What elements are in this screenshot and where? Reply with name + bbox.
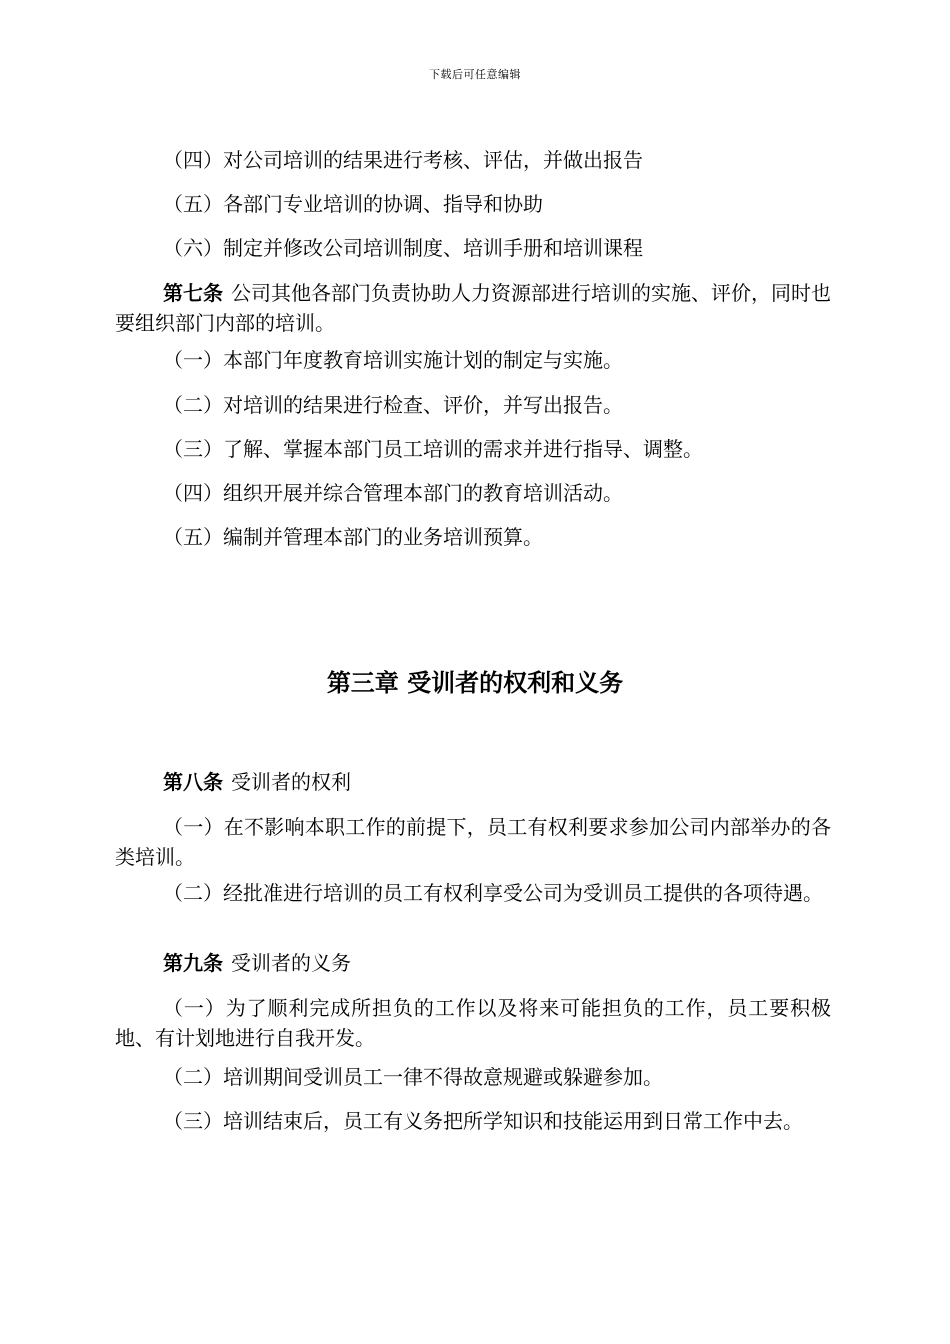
- article-7-text: 公司其他各部门负责协助人力资源部进行培训的实施、评价，同时也要组织部门内部的培训。: [115, 281, 831, 335]
- page-header-note: 下载后可任意编辑: [429, 68, 521, 81]
- chapter-title: 第三章 受训者的权利和义务: [326, 669, 624, 697]
- article-9-item-1: （一）为了顺利完成所担负的工作以及将来可能担负的工作，员工要积极地、有计划地进行自我开发。: [115, 996, 831, 1050]
- article-7-paragraph: [115, 278, 831, 338]
- article-7-item-4: （四）组织开展并综合管理本部门的教育培训活动。: [163, 481, 623, 505]
- article-8-paragraph: [115, 767, 831, 797]
- article-7-item-5: （五）编制并管理本部门的业务培训预算。: [163, 525, 543, 549]
- article-7-number: 第七条: [163, 281, 223, 305]
- article-9-item-3: （三）培训结束后，员工有义务把所学知识和技能运用到日常工作中去。: [163, 1109, 803, 1133]
- article-9-item-2: （二）培训期间受训员工一律不得故意规避或躲避参加。: [163, 1065, 663, 1089]
- article-9-paragraph: [115, 948, 831, 978]
- article-7-item-1: （一）本部门年度教育培训实施计划的制定与实施。: [163, 348, 623, 372]
- list-item-responsibility-5: （五）各部门专业培训的协调、指导和协助: [163, 192, 543, 216]
- article-8-item-1: （一）在不影响本职工作的前提下，员工有权利要求参加公司内部举办的各类培训。: [115, 815, 831, 869]
- article-8-number: 第八条: [163, 770, 223, 794]
- article-9-text: 受训者的义务: [231, 951, 351, 975]
- list-item-responsibility-6: （六）制定并修改公司培训制度、培训手册和培训课程: [163, 236, 643, 260]
- article-8-text: 受训者的权利: [231, 770, 351, 794]
- list-item-responsibility-4: （四）对公司培训的结果进行考核、评估，并做出报告: [163, 148, 643, 172]
- article-7-item-2: （二）对培训的结果进行检查、评价，并写出报告。: [163, 393, 623, 417]
- article-9-number: 第九条: [163, 951, 223, 975]
- article-8-item-2: （二）经批准进行培训的员工有权利享受公司为受训员工提供的各项待遇。: [163, 881, 823, 905]
- article-7-item-3: （三）了解、掌握本部门员工培训的需求并进行指导、调整。: [163, 437, 703, 461]
